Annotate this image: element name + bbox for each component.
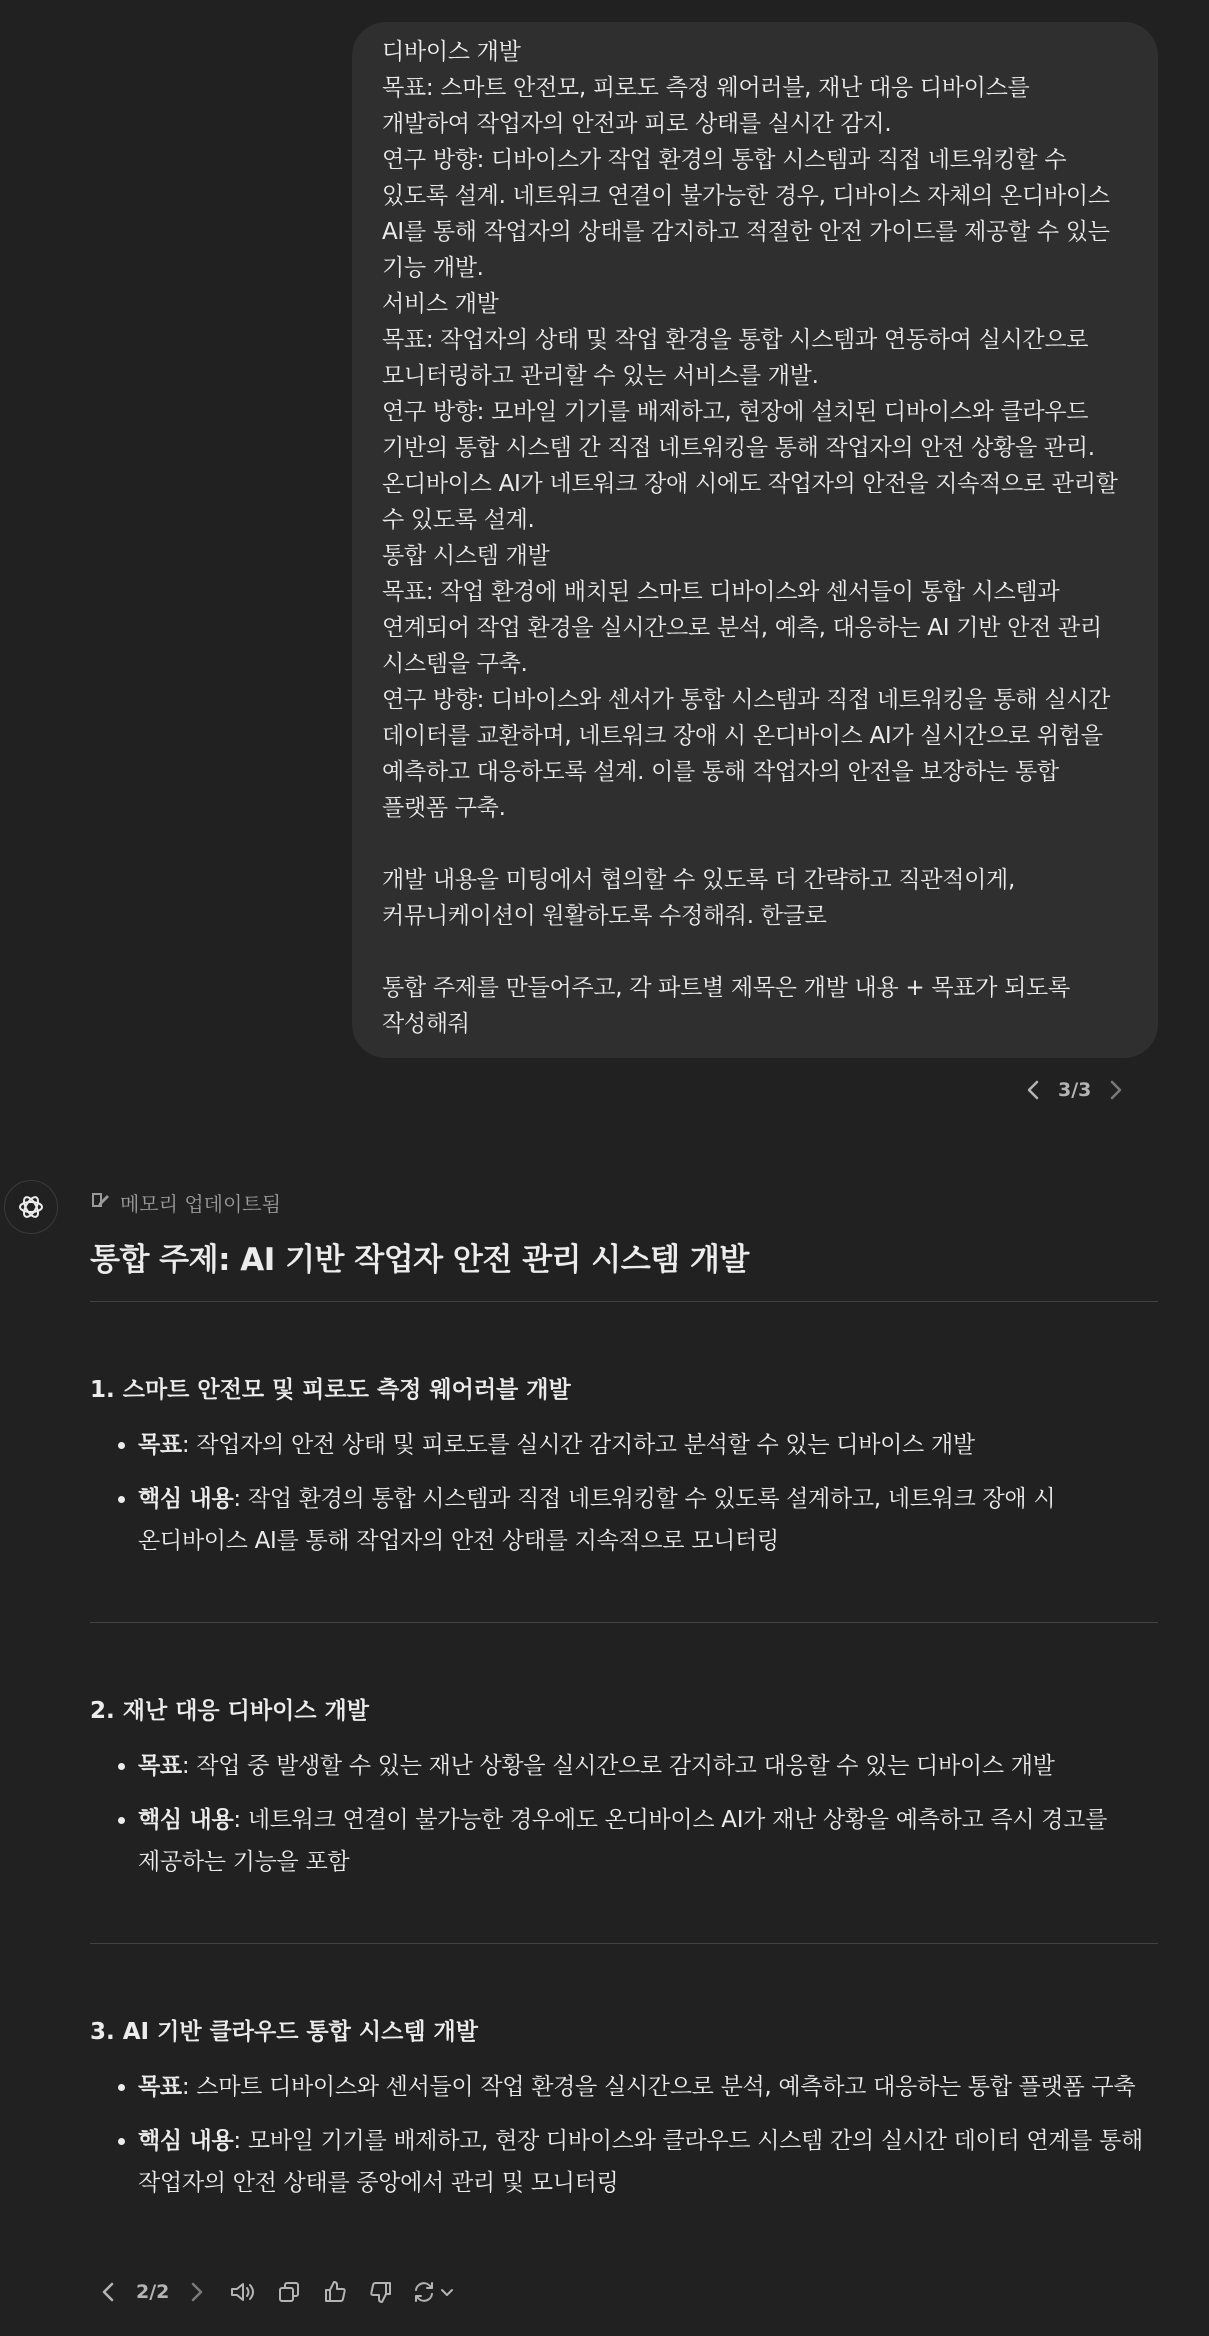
list-item bbox=[138, 1745, 1158, 1787]
thumbs-down-icon[interactable] bbox=[363, 2272, 399, 2312]
memory-updated-indicator[interactable] bbox=[90, 1188, 281, 1217]
refresh-icon[interactable] bbox=[409, 2272, 459, 2312]
response-pager-label: 2/2 bbox=[136, 2281, 170, 2303]
chevron-left-icon[interactable] bbox=[90, 2272, 126, 2312]
goal-label: 목표 bbox=[138, 2074, 182, 2100]
section-2 bbox=[90, 1693, 1158, 1883]
chevron-left-icon[interactable] bbox=[1020, 1072, 1046, 1108]
user-message-line: 통합 시스템 개발 bbox=[382, 543, 550, 569]
pager-label: 3/3 bbox=[1058, 1079, 1092, 1101]
list-item bbox=[138, 1424, 1158, 1466]
assistant-message bbox=[90, 1225, 1158, 2216]
goal-label: 목표 bbox=[138, 1432, 182, 1458]
divider bbox=[90, 1301, 1158, 1302]
user-message-pager bbox=[1020, 1072, 1129, 1108]
user-message-line: 연구 방향: 디바이스가 작업 환경의 통합 시스템과 직접 네트워킹할 수 있도록 설계. 네트워크 연결이 불가능한 경우, 디바이스 자체의 온디바이스 AI를 통해 작업자의 상태를 감지하고 적절한 안전 가이드를 제공할 수 있는 기능 개발. bbox=[382, 147, 1110, 281]
response-title: 통합 주제: AI 기반 작업자 안전 관리 시스템 개발 bbox=[90, 1242, 749, 1278]
divider bbox=[90, 1622, 1158, 1623]
user-message-line: 서비스 개발 bbox=[382, 291, 499, 317]
core-label: 핵심 내용 bbox=[138, 2128, 234, 2154]
section-heading: 3. AI 기반 클라우드 통합 시스템 개발 bbox=[90, 2019, 478, 2045]
assistant-avatar-icon bbox=[4, 1180, 58, 1234]
speaker-icon[interactable] bbox=[225, 2272, 261, 2312]
divider bbox=[90, 1943, 1158, 1944]
user-message-line: 목표: 작업 환경에 배치된 스마트 디바이스와 센서들이 통합 시스템과 연계되어 작업 환경을 실시간으로 분석, 예측, 대응하는 AI 기반 안전 관리 시스템을 구축. bbox=[382, 579, 1102, 677]
section-3 bbox=[90, 2014, 1158, 2204]
user-request-text: 통합 주제를 만들어주고, 각 파트별 제목은 개발 내용 + 목표가 되도록 작성해줘 bbox=[382, 975, 1070, 1037]
goal-text: : 스마트 디바이스와 센서들이 작업 환경을 실시간으로 분석, 예측하고 대응하는 통합 플랫폼 구축 bbox=[181, 2074, 1136, 2100]
core-label: 핵심 내용 bbox=[138, 1807, 234, 1833]
section-heading: 1. 스마트 안전모 및 피로도 측정 웨어러블 개발 bbox=[90, 1377, 571, 1403]
chevron-right-icon[interactable] bbox=[1103, 1072, 1129, 1108]
user-request-text: 개발 내용을 미팅에서 협의할 수 있도록 더 간략하고 직관적이게, 커뮤니케이션이 원활하도록 수정해줘. 한글로 bbox=[382, 867, 1015, 929]
core-text: : 네트워크 연결이 불가능한 경우에도 온디바이스 AI가 재난 상황을 예측하고 즉시 경고를 제공하는 기능을 포함 bbox=[138, 1807, 1108, 1875]
section-heading: 2. 재난 대응 디바이스 개발 bbox=[90, 1698, 369, 1724]
list-item bbox=[138, 2120, 1158, 2204]
list-item bbox=[138, 2066, 1158, 2108]
user-message-line: 연구 방향: 모바일 기기를 배제하고, 현장에 설치된 디바이스와 클라우드 기반의 통합 시스템 간 직접 네트워킹을 통해 작업자의 안전 상황을 관리. 온디바이스 AI가 네트워크 장애 시에도 작업자의 안전을 지속적으로 관리할 수 있도록 설계. bbox=[382, 399, 1118, 533]
list-item bbox=[138, 1799, 1158, 1883]
user-message-line: 목표: 작업자의 상태 및 작업 환경을 통합 시스템과 연동하여 실시간으로 모니터링하고 관리할 수 있는 서비스를 개발. bbox=[382, 327, 1089, 389]
user-message-line: 디바이스 개발 bbox=[382, 39, 521, 65]
response-toolbar bbox=[90, 2272, 459, 2312]
memory-icon bbox=[90, 1190, 110, 1215]
section-1 bbox=[90, 1372, 1158, 1562]
user-message-line: 연구 방향: 디바이스와 센서가 통합 시스템과 직접 네트워킹을 통해 실시간 데이터를 교환하며, 네트워크 장애 시 온디바이스 AI가 실시간으로 위험을 예측하고 대응하도록 설계. 이를 통해 작업자의 안전을 보장하는 통합 플랫폼 구축. bbox=[382, 687, 1111, 821]
core-label: 핵심 내용 bbox=[138, 1486, 234, 1512]
copy-icon[interactable] bbox=[271, 2272, 307, 2312]
chevron-right-icon[interactable] bbox=[179, 2272, 215, 2312]
list-item bbox=[138, 1478, 1158, 1562]
user-message-bubble bbox=[352, 22, 1158, 1058]
goal-text: : 작업자의 안전 상태 및 피로도를 실시간 감지하고 분석할 수 있는 디바이스 개발 bbox=[181, 1432, 975, 1458]
memory-updated-label: 메모리 업데이트됨 bbox=[120, 1192, 281, 1216]
goal-text: : 작업 중 발생할 수 있는 재난 상황을 실시간으로 감지하고 대응할 수 있는 디바이스 개발 bbox=[181, 1753, 1055, 1779]
core-text: : 모바일 기기를 배제하고, 현장 디바이스와 클라우드 시스템 간의 실시간 데이터 연계를 통해 작업자의 안전 상태를 중앙에서 관리 및 모니터링 bbox=[138, 2128, 1143, 2196]
goal-label: 목표 bbox=[138, 1753, 182, 1779]
thumbs-up-icon[interactable] bbox=[317, 2272, 353, 2312]
core-text: : 작업 환경의 통합 시스템과 직접 네트워킹할 수 있도록 설계하고, 네트워크 장애 시 온디바이스 AI를 통해 작업자의 안전 상태를 지속적으로 모니터링 bbox=[138, 1486, 1056, 1554]
user-message-line: 목표: 스마트 안전모, 피로도 측정 웨어러블, 재난 대응 디바이스를 개발하여 작업자의 안전과 피로 상태를 실시간 감지. bbox=[382, 75, 1030, 137]
